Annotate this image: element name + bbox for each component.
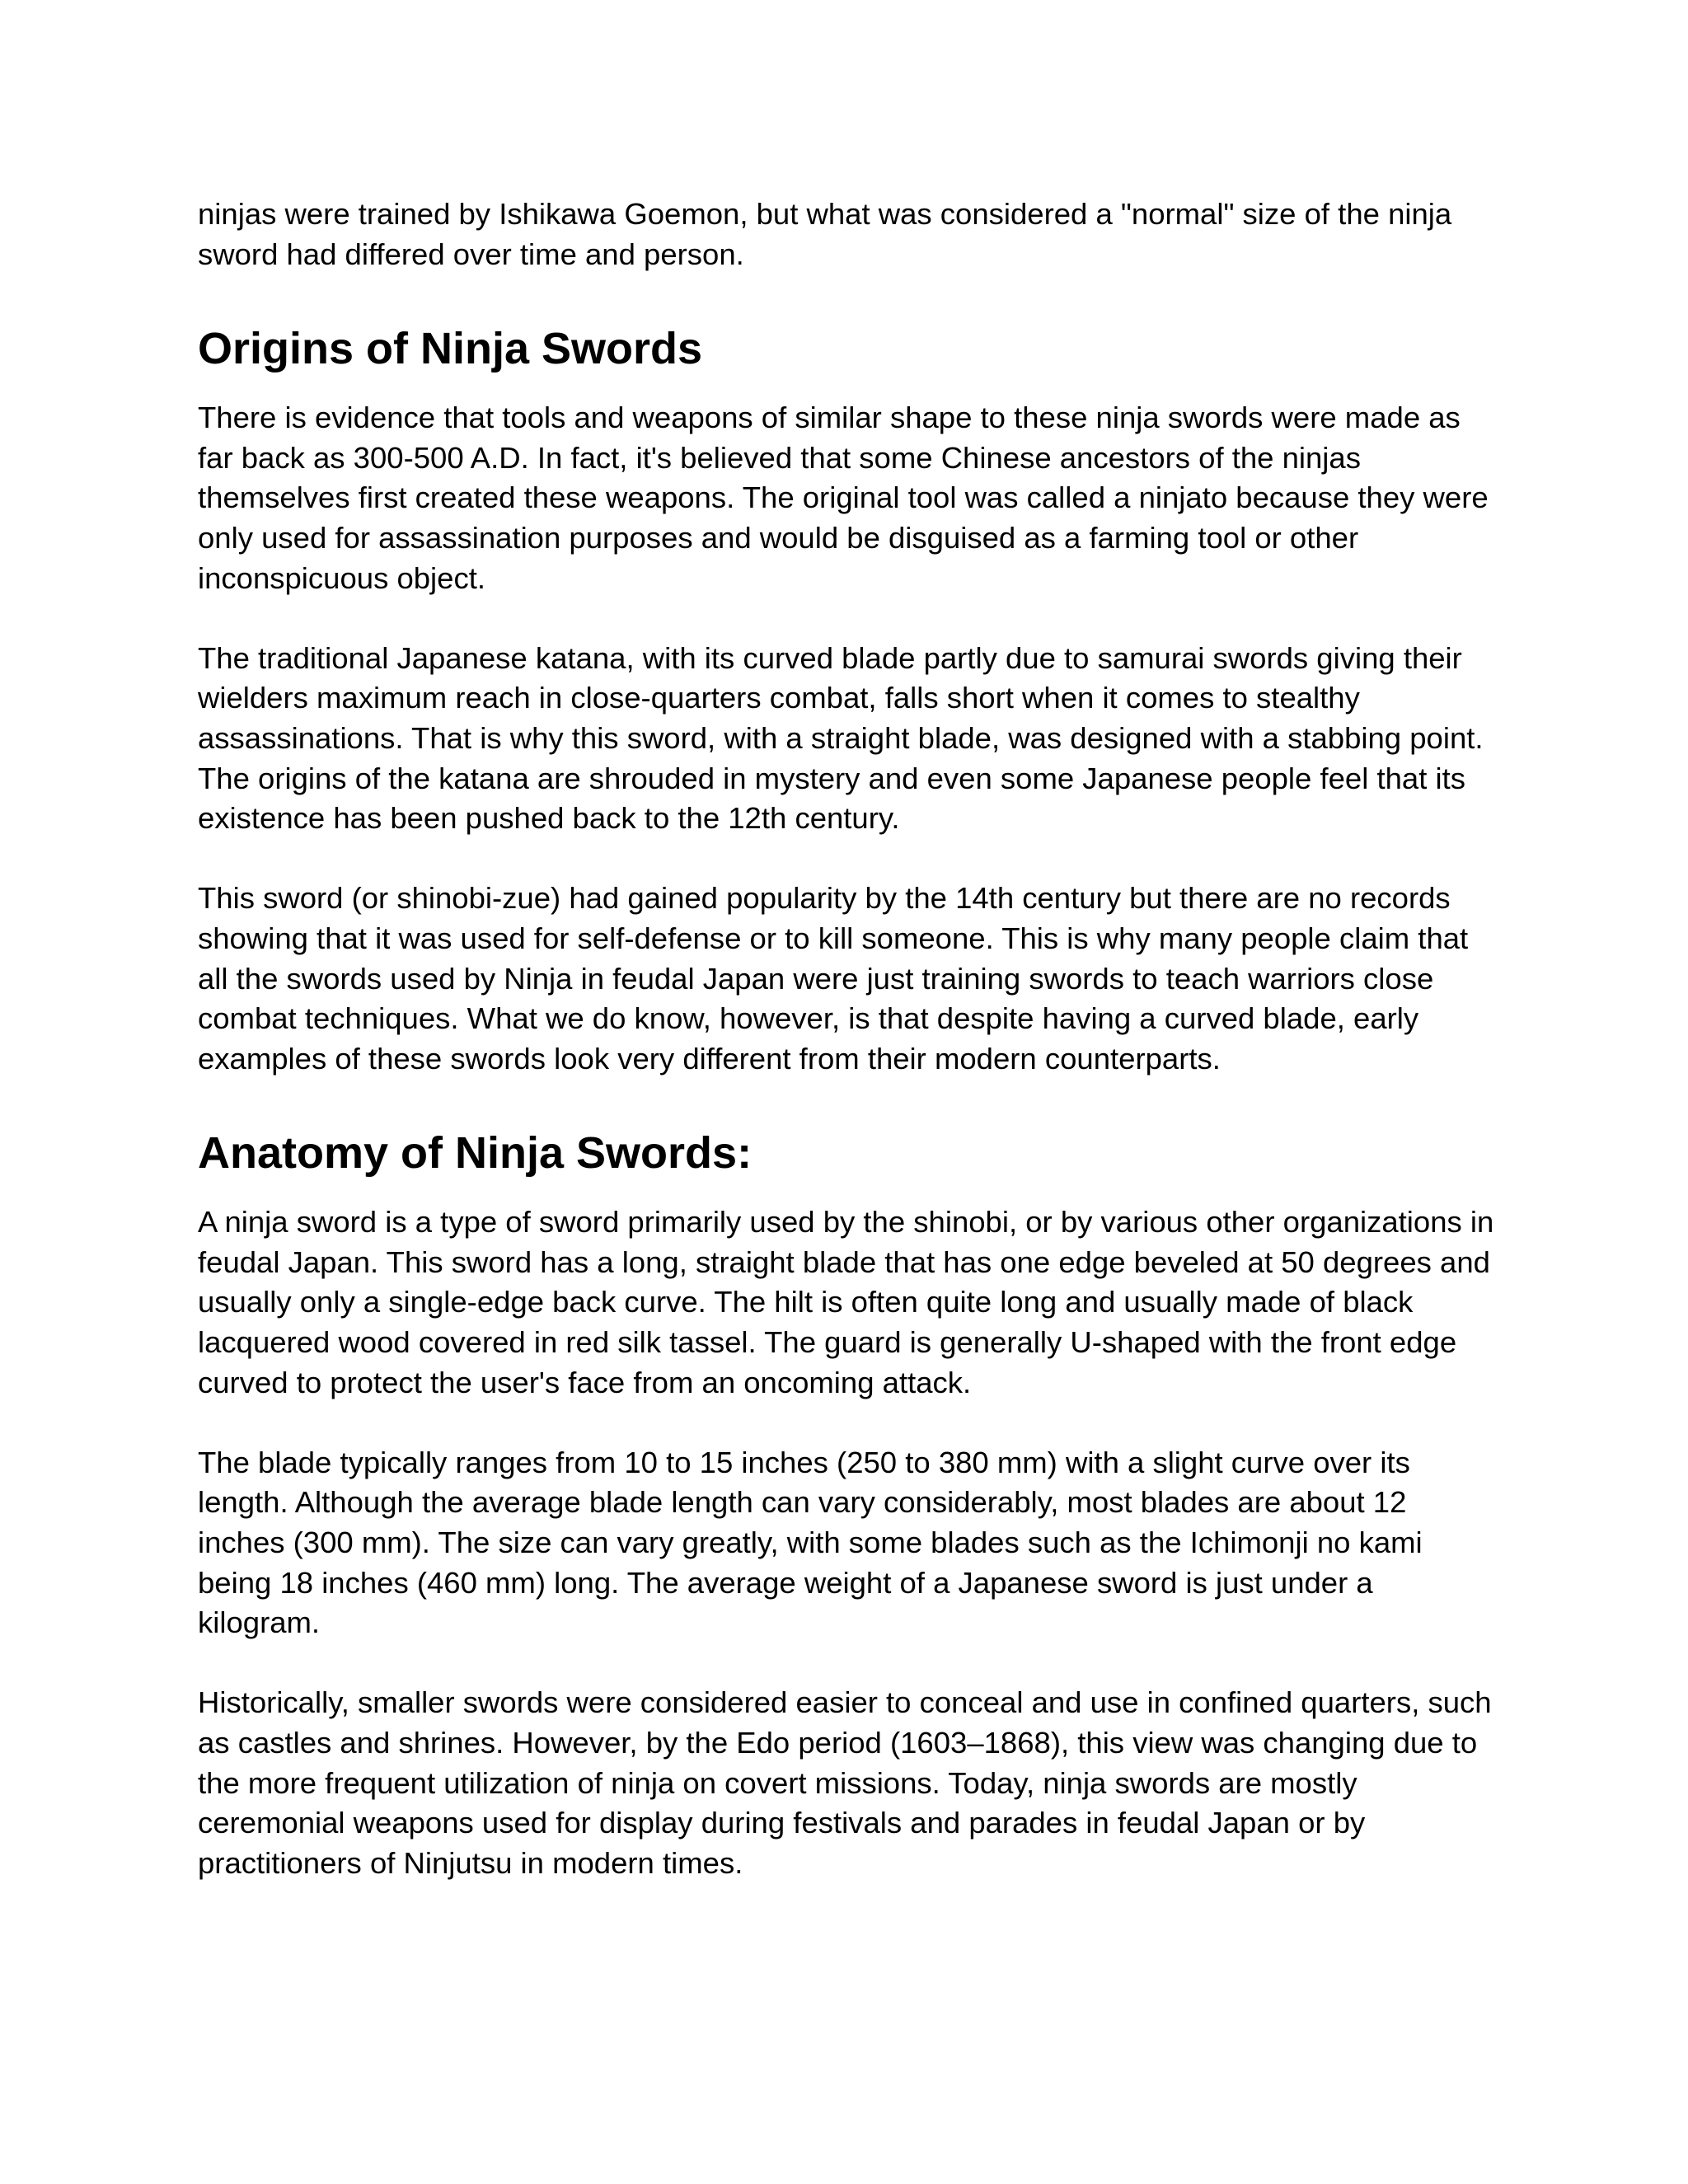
anatomy-heading: Anatomy of Ninja Swords: [198, 1128, 753, 1179]
paragraph-spacer [198, 1643, 1500, 1684]
anatomy-paragraph-3: Historically, smaller swords were considered easier to conceal and use in confined quarters, such as castles and shrines. However, by the Edo period (1603–1868), this view was changing due to the more frequent utilization of ninja on covert missions. Today, ninja swords are mostly ceremonial weapons used for display during festivals and parades in feudal Japan or by practitioners of Ninjutsu in modern times. [198, 1685, 1492, 1880]
intro-paragraph: ninjas were trained by Ishikawa Goemon, but what was considered a "normal" size of the ninja sword had differed over time and person. [198, 197, 1452, 271]
anatomy-paragraph-1: A ninja sword is a type of sword primarily used by the shinobi, or by various other organizations in feudal Japan. This sword has a long, straight blade that has one edge beveled at 50 degrees and usually only a single-edge back curve. The hilt is often quite long and usually made of black lacquered wood covered in red silk tassel. The guard is generally U-shaped with the front edge curved to protect the user's face from an oncoming attack. [198, 1205, 1494, 1399]
paragraph-spacer [198, 598, 1500, 639]
origins-paragraph-3: This sword (or shinobi-zue) had gained popularity by the 14th century but there are no records showing that it was used for self-defense or to kill someone. This is why many people claim that all the swords used by Ninja in feudal Japan were just training swords to teach warriors close combat techniques. What we do know, however, is that despite having a curved blade, early examples of these swords look very different from their modern counterparts. [198, 881, 1469, 1076]
paragraph-spacer [198, 839, 1500, 879]
document-page [198, 194, 1500, 1883]
paragraph-spacer [198, 1403, 1500, 1443]
origins-heading: Origins of Ninja Swords [198, 324, 703, 374]
origins-paragraph-2: The traditional Japanese katana, with its curved blade partly due to samurai swords giving their wielders maximum reach in close-quarters combat, falls short when it comes to stealthy assassinations. That is why this sword, with a straight blade, was designed with a stabbing point. The origins of the katana are shrouded in mystery and even some Japanese people feel that its existence has been pushed back to the 12th century. [198, 640, 1484, 836]
origins-paragraph-1: There is evidence that tools and weapons of similar shape to these ninja swords were made as far back as 300-500 A.D. In fact, it's believed that some Chinese ancestors of the ninjas themselves first created these weapons. The original tool was called a ninjato because they were only used for assassination purposes and would be disguised as a farming tool or other inconspicuous object. [198, 401, 1489, 595]
anatomy-paragraph-2: The blade typically ranges from 10 to 15 inches (250 to 380 mm) with a slight curve over its length. Although the average blade length can vary considerably, most blades are about 12 inches (300 mm). The size can vary greatly, with some blades such as the Ichimonji no kami being 18 inches (460 mm) long. The average weight of a Japanese sword is just under a kilogram. [198, 1445, 1423, 1640]
